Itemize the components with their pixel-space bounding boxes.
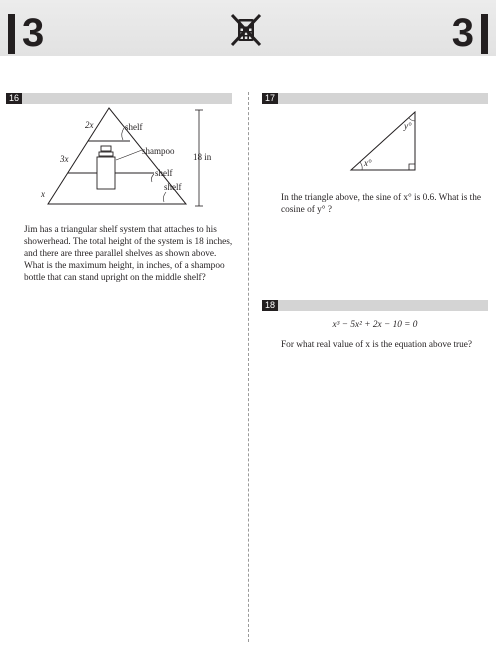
- question-17-text: In the triangle above, the sine of x° is 0.6. What is the cosine of y° ?: [281, 193, 482, 215]
- question-16-text: Jim has a triangular shelf system that attaches to his showerhead. The total height of the system is 18 inches, and there are three parallel shelves as shown above. What is the maximum height, in inches, of a shampoo bottle that can stand upright on the middle shelf?: [24, 225, 233, 283]
- question-18-text: For what real value of x is the equation above true?: [281, 340, 473, 350]
- question-17-figure: [345, 108, 425, 176]
- question-16-figure: [30, 104, 230, 212]
- angle-x-arc: [360, 162, 362, 170]
- question-18-header: [262, 300, 488, 311]
- right-angle-mark: [409, 164, 415, 170]
- section-number-left: 3: [22, 11, 45, 55]
- section-header: [0, 0, 496, 56]
- question-number: 18: [262, 300, 278, 311]
- section-number-right: 3: [451, 11, 474, 55]
- label-angle-x: x°: [364, 158, 372, 168]
- label-angle-y: y°: [404, 121, 412, 131]
- label-shelf-middle: shelf: [155, 168, 173, 178]
- question-18-equation: x³ − 5x² + 2x − 10 = 0: [332, 320, 418, 330]
- header-bar-left: [8, 14, 15, 54]
- label-shampoo: shampoo: [142, 146, 175, 156]
- question-16-header: [6, 93, 232, 104]
- shampoo-bottle-shape: [97, 146, 115, 189]
- label-2x: 2x: [85, 120, 94, 130]
- label-x: x: [41, 189, 45, 199]
- question-number: 16: [6, 93, 22, 104]
- top-shelf-pointer: [122, 128, 124, 140]
- middle-shelf-pointer: [151, 174, 154, 182]
- header-bar-right: [481, 14, 488, 54]
- bottom-shelf-pointer: [163, 192, 166, 202]
- column-divider: [248, 92, 249, 642]
- shampoo-pointer: [116, 150, 142, 160]
- no-calculator-icon: [229, 12, 263, 48]
- label-shelf-top: shelf: [125, 122, 143, 132]
- question-17-header: [262, 93, 488, 104]
- label-height: 18 in: [193, 152, 212, 162]
- label-3x: 3x: [60, 154, 69, 164]
- label-shelf-bottom: shelf: [164, 182, 182, 192]
- question-number: 17: [262, 93, 278, 104]
